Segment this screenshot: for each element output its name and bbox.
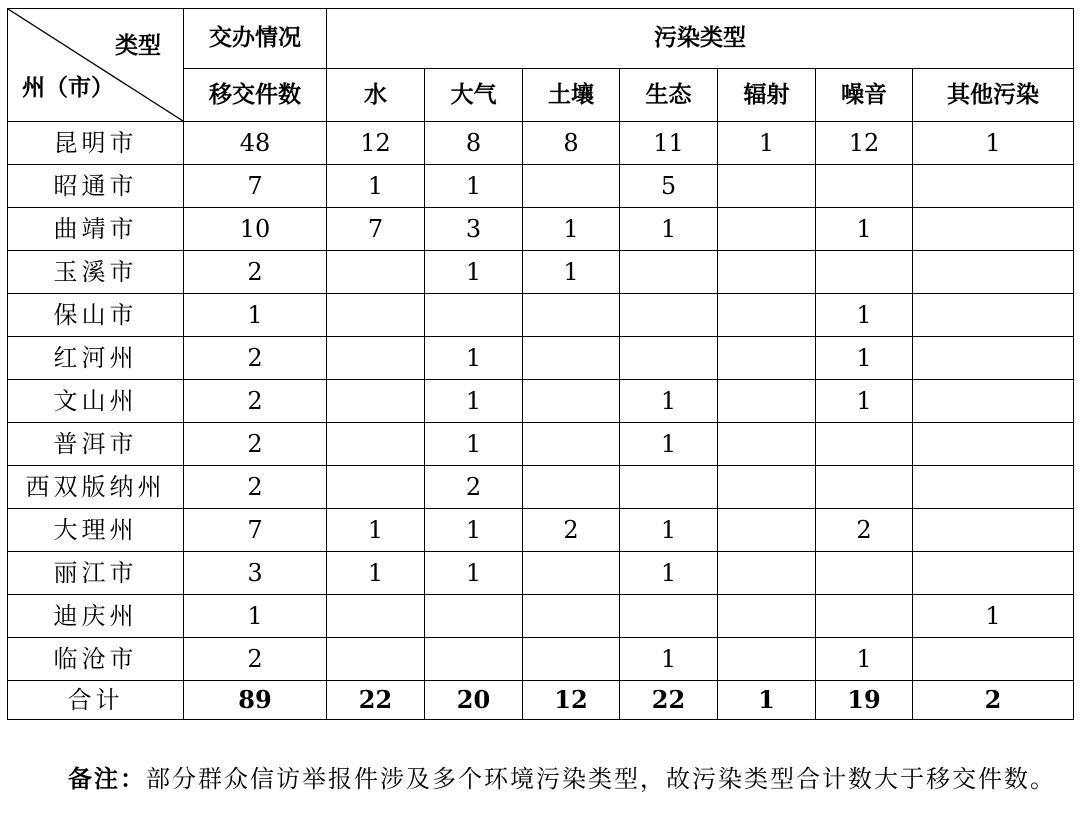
table-cell: 1 bbox=[523, 208, 620, 251]
row-label: 迪庆州 bbox=[8, 595, 184, 638]
table-cell: 1 bbox=[620, 552, 718, 595]
table-cell: 2 bbox=[816, 509, 913, 552]
table-cell bbox=[523, 294, 620, 337]
table-cell bbox=[523, 552, 620, 595]
col-header-soil: 土壤 bbox=[523, 69, 620, 122]
corner-diagonal-line bbox=[8, 9, 183, 121]
table-cell: 12 bbox=[523, 681, 620, 720]
table-cell bbox=[718, 466, 816, 509]
table-cell bbox=[718, 552, 816, 595]
table-cell bbox=[523, 638, 620, 681]
table-cell: 1 bbox=[620, 509, 718, 552]
table-cell bbox=[816, 466, 913, 509]
table-cell: 8 bbox=[425, 122, 523, 165]
table-cell bbox=[523, 595, 620, 638]
table-cell bbox=[718, 380, 816, 423]
table-cell: 5 bbox=[620, 165, 718, 208]
table-cell: 1 bbox=[913, 122, 1074, 165]
table-cell: 1 bbox=[425, 423, 523, 466]
table-cell bbox=[913, 165, 1074, 208]
table-cell bbox=[718, 638, 816, 681]
row-label: 保山市 bbox=[8, 294, 184, 337]
table-cell bbox=[816, 251, 913, 294]
row-label: 玉溪市 bbox=[8, 251, 184, 294]
table-cell bbox=[523, 380, 620, 423]
table-cell: 1 bbox=[620, 380, 718, 423]
table-cell bbox=[913, 208, 1074, 251]
col-header-air: 大气 bbox=[425, 69, 523, 122]
table-cell bbox=[327, 423, 425, 466]
table-row bbox=[8, 423, 1074, 466]
table-cell: 11 bbox=[620, 122, 718, 165]
col-header-water: 水 bbox=[327, 69, 425, 122]
table-row bbox=[8, 337, 1074, 380]
table-cell bbox=[425, 595, 523, 638]
table-cell bbox=[816, 423, 913, 466]
row-label: 普洱市 bbox=[8, 423, 184, 466]
table-cell bbox=[718, 251, 816, 294]
table-cell bbox=[327, 595, 425, 638]
table-cell bbox=[913, 552, 1074, 595]
corner-region-label: 州（市） bbox=[22, 75, 114, 101]
table-cell: 7 bbox=[184, 509, 327, 552]
table-cell: 12 bbox=[327, 122, 425, 165]
table-cell: 1 bbox=[816, 208, 913, 251]
table-cell: 1 bbox=[425, 251, 523, 294]
table-cell: 1 bbox=[327, 165, 425, 208]
table-row bbox=[8, 208, 1074, 251]
header-row-1 bbox=[8, 9, 1074, 69]
table-cell bbox=[913, 380, 1074, 423]
corner-type-label: 类型 bbox=[115, 33, 161, 59]
table-cell bbox=[913, 251, 1074, 294]
col-header-noise: 噪音 bbox=[816, 69, 913, 122]
table-cell: 2 bbox=[184, 251, 327, 294]
table-cell bbox=[718, 165, 816, 208]
table-cell: 1 bbox=[913, 595, 1074, 638]
table-cell: 19 bbox=[816, 681, 913, 720]
table-row bbox=[8, 122, 1074, 165]
table-cell bbox=[718, 294, 816, 337]
table-cell: 1 bbox=[816, 380, 913, 423]
row-label: 丽江市 bbox=[8, 552, 184, 595]
table-cell bbox=[327, 294, 425, 337]
table-cell bbox=[327, 251, 425, 294]
table-cell: 89 bbox=[184, 681, 327, 720]
table-cell bbox=[523, 337, 620, 380]
table-cell: 1 bbox=[425, 380, 523, 423]
footnote-label: 备注： bbox=[68, 765, 146, 793]
table-cell: 2 bbox=[913, 681, 1074, 720]
table-cell bbox=[718, 423, 816, 466]
table-cell: 7 bbox=[184, 165, 327, 208]
table-cell bbox=[718, 208, 816, 251]
table-cell bbox=[327, 337, 425, 380]
table-cell: 22 bbox=[327, 681, 425, 720]
table-cell bbox=[913, 423, 1074, 466]
table-cell bbox=[327, 466, 425, 509]
table-cell bbox=[816, 552, 913, 595]
table-cell: 1 bbox=[327, 552, 425, 595]
table-cell: 2 bbox=[523, 509, 620, 552]
table-cell: 1 bbox=[718, 681, 816, 720]
row-label: 昆明市 bbox=[8, 122, 184, 165]
table-cell: 1 bbox=[620, 638, 718, 681]
table-cell: 1 bbox=[425, 552, 523, 595]
group-header-pollution-type: 污染类型 bbox=[327, 9, 1074, 69]
total-row bbox=[8, 681, 1074, 720]
row-label: 合计 bbox=[8, 681, 184, 720]
table-cell: 3 bbox=[425, 208, 523, 251]
table-row bbox=[8, 466, 1074, 509]
table-cell: 1 bbox=[816, 337, 913, 380]
table-cell: 22 bbox=[620, 681, 718, 720]
table-cell: 10 bbox=[184, 208, 327, 251]
table-cell: 2 bbox=[184, 337, 327, 380]
table-cell bbox=[327, 380, 425, 423]
table-cell bbox=[620, 466, 718, 509]
table-cell: 1 bbox=[425, 337, 523, 380]
table-row bbox=[8, 552, 1074, 595]
table-cell bbox=[816, 595, 913, 638]
table-cell: 1 bbox=[816, 294, 913, 337]
table-cell bbox=[620, 294, 718, 337]
table-cell: 7 bbox=[327, 208, 425, 251]
table-cell bbox=[816, 165, 913, 208]
table-row bbox=[8, 294, 1074, 337]
row-label: 大理州 bbox=[8, 509, 184, 552]
table-cell bbox=[913, 466, 1074, 509]
table-cell: 1 bbox=[425, 165, 523, 208]
col-header-radiation: 辐射 bbox=[718, 69, 816, 122]
table-row bbox=[8, 638, 1074, 681]
table-cell: 1 bbox=[816, 638, 913, 681]
table-cell bbox=[523, 165, 620, 208]
col-header-ecology: 生态 bbox=[620, 69, 718, 122]
table-cell bbox=[718, 509, 816, 552]
table-cell bbox=[913, 337, 1074, 380]
footnote bbox=[4, 758, 1072, 800]
table-cell: 2 bbox=[184, 423, 327, 466]
table-cell: 8 bbox=[523, 122, 620, 165]
row-label: 临沧市 bbox=[8, 638, 184, 681]
row-label: 红河州 bbox=[8, 337, 184, 380]
table-cell bbox=[913, 638, 1074, 681]
table-cell bbox=[620, 595, 718, 638]
group-header-handling: 交办情况 bbox=[184, 9, 327, 69]
table-row bbox=[8, 165, 1074, 208]
table-cell: 20 bbox=[425, 681, 523, 720]
table-cell: 12 bbox=[816, 122, 913, 165]
table-cell bbox=[913, 294, 1074, 337]
table-cell bbox=[718, 337, 816, 380]
footnote-text: 部分群众信访举报件涉及多个环境污染类型，故污染类型合计数大于移交件数。 bbox=[146, 765, 1056, 793]
table-row bbox=[8, 251, 1074, 294]
complaint-table bbox=[7, 8, 1074, 720]
table-cell: 2 bbox=[184, 380, 327, 423]
table-cell bbox=[425, 294, 523, 337]
table-cell: 1 bbox=[523, 251, 620, 294]
row-label: 西双版纳州 bbox=[8, 466, 184, 509]
row-label: 曲靖市 bbox=[8, 208, 184, 251]
table-cell bbox=[523, 466, 620, 509]
table-cell bbox=[718, 595, 816, 638]
row-label: 昭通市 bbox=[8, 165, 184, 208]
table-cell bbox=[620, 251, 718, 294]
table-cell: 1 bbox=[184, 595, 327, 638]
table-cell: 3 bbox=[184, 552, 327, 595]
table-cell bbox=[425, 638, 523, 681]
table-cell: 2 bbox=[425, 466, 523, 509]
table-cell bbox=[327, 638, 425, 681]
table-cell: 48 bbox=[184, 122, 327, 165]
table-cell: 2 bbox=[184, 638, 327, 681]
table-cell: 1 bbox=[620, 208, 718, 251]
corner-header-cell bbox=[8, 9, 184, 122]
table-cell: 1 bbox=[425, 509, 523, 552]
table-cell: 1 bbox=[718, 122, 816, 165]
col-header-transferred-count: 移交件数 bbox=[184, 69, 327, 122]
table-cell: 1 bbox=[184, 294, 327, 337]
table-cell: 1 bbox=[620, 423, 718, 466]
col-header-other-pollution: 其他污染 bbox=[913, 69, 1074, 122]
table-row bbox=[8, 595, 1074, 638]
table-row bbox=[8, 509, 1074, 552]
table-cell: 2 bbox=[184, 466, 327, 509]
table-cell bbox=[523, 423, 620, 466]
table-cell: 1 bbox=[327, 509, 425, 552]
table-cell bbox=[913, 509, 1074, 552]
table-cell bbox=[620, 337, 718, 380]
row-label: 文山州 bbox=[8, 380, 184, 423]
table-row bbox=[8, 380, 1074, 423]
